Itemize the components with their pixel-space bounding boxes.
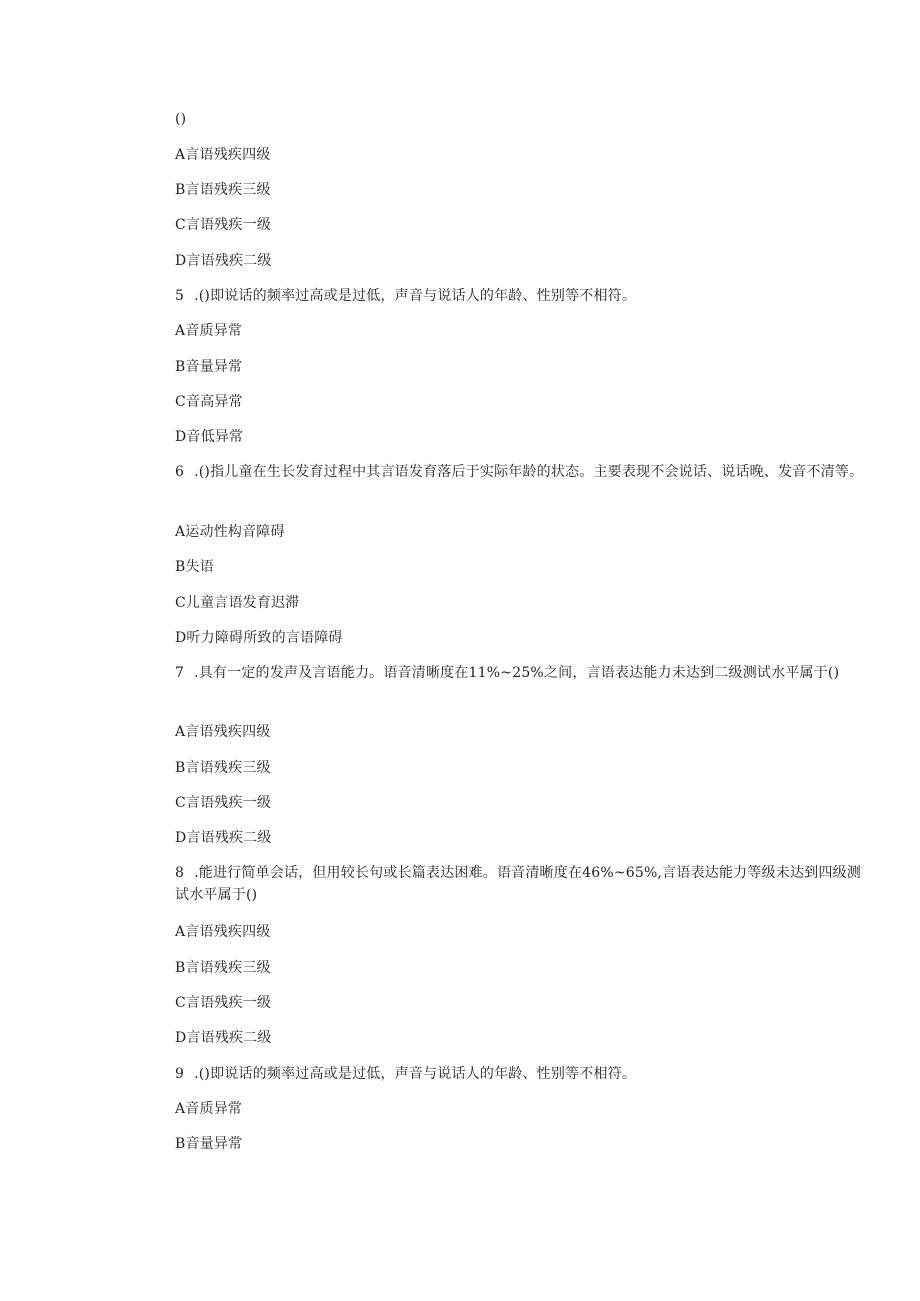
question-text: .()即说话的频率过高或是过低，声音与说话人的年龄、性别等不相符。	[194, 1066, 637, 1082]
option-c: C言语残疾一级	[175, 995, 272, 1011]
option-b: B失语	[175, 559, 214, 575]
question-number: 9	[175, 1066, 185, 1082]
option-d: D言语残疾二级	[175, 253, 272, 269]
question-6	[175, 461, 875, 483]
question-stem-tail: ()	[175, 111, 187, 127]
option-a: A运动性构音障碍	[175, 524, 285, 540]
question-text: .能进行简单会话，但用较长句或长篇表达困难。语音清晰度在46%~65%,言语表达能力等级未达到四级测试水平属于()	[175, 865, 861, 903]
option-d: D言语残疾二级	[175, 830, 272, 846]
option-a: A言语残疾四级	[175, 724, 271, 740]
question-number: 6	[175, 464, 185, 480]
question-8	[175, 862, 875, 906]
option-c: C音高异常	[175, 394, 243, 410]
option-b: B音量异常	[175, 1136, 243, 1152]
option-a: A音质异常	[175, 1101, 243, 1117]
option-a: A言语残疾四级	[175, 147, 271, 163]
question-number: 5	[175, 288, 185, 304]
question-text: .具有一定的发声及言语能力。语音清晰度在11%~25%之间，言语表达能力未达到二级测试水平属于()	[194, 665, 840, 681]
question-7	[175, 662, 875, 684]
question-number: 7	[175, 665, 185, 681]
option-b: B言语残疾三级	[175, 960, 271, 976]
option-c: C儿童言语发育迟滞	[175, 595, 300, 611]
option-d: D音低异常	[175, 429, 244, 445]
question-number: 8	[175, 865, 185, 881]
option-a: A音质异常	[175, 323, 243, 339]
question-text: .()即说话的频率过高或是过低，声音与说话人的年龄、性别等不相符。	[194, 288, 637, 304]
question-9	[175, 1063, 875, 1085]
option-a: A言语残疾四级	[175, 924, 271, 940]
option-c: C言语残疾一级	[175, 217, 272, 233]
option-c: C言语残疾一级	[175, 795, 272, 811]
option-b: B言语残疾三级	[175, 182, 271, 198]
option-b: B音量异常	[175, 359, 243, 375]
question-text: .()指儿童在生长发育过程中其言语发育落后于实际年龄的状态。主要表现不会说话、说话晚、发音不清等。	[194, 464, 864, 480]
option-d: D听力障碍所致的言语障碍	[175, 630, 343, 646]
option-d: D言语残疾二级	[175, 1030, 272, 1046]
option-b: B言语残疾三级	[175, 760, 271, 776]
question-5	[175, 285, 875, 307]
